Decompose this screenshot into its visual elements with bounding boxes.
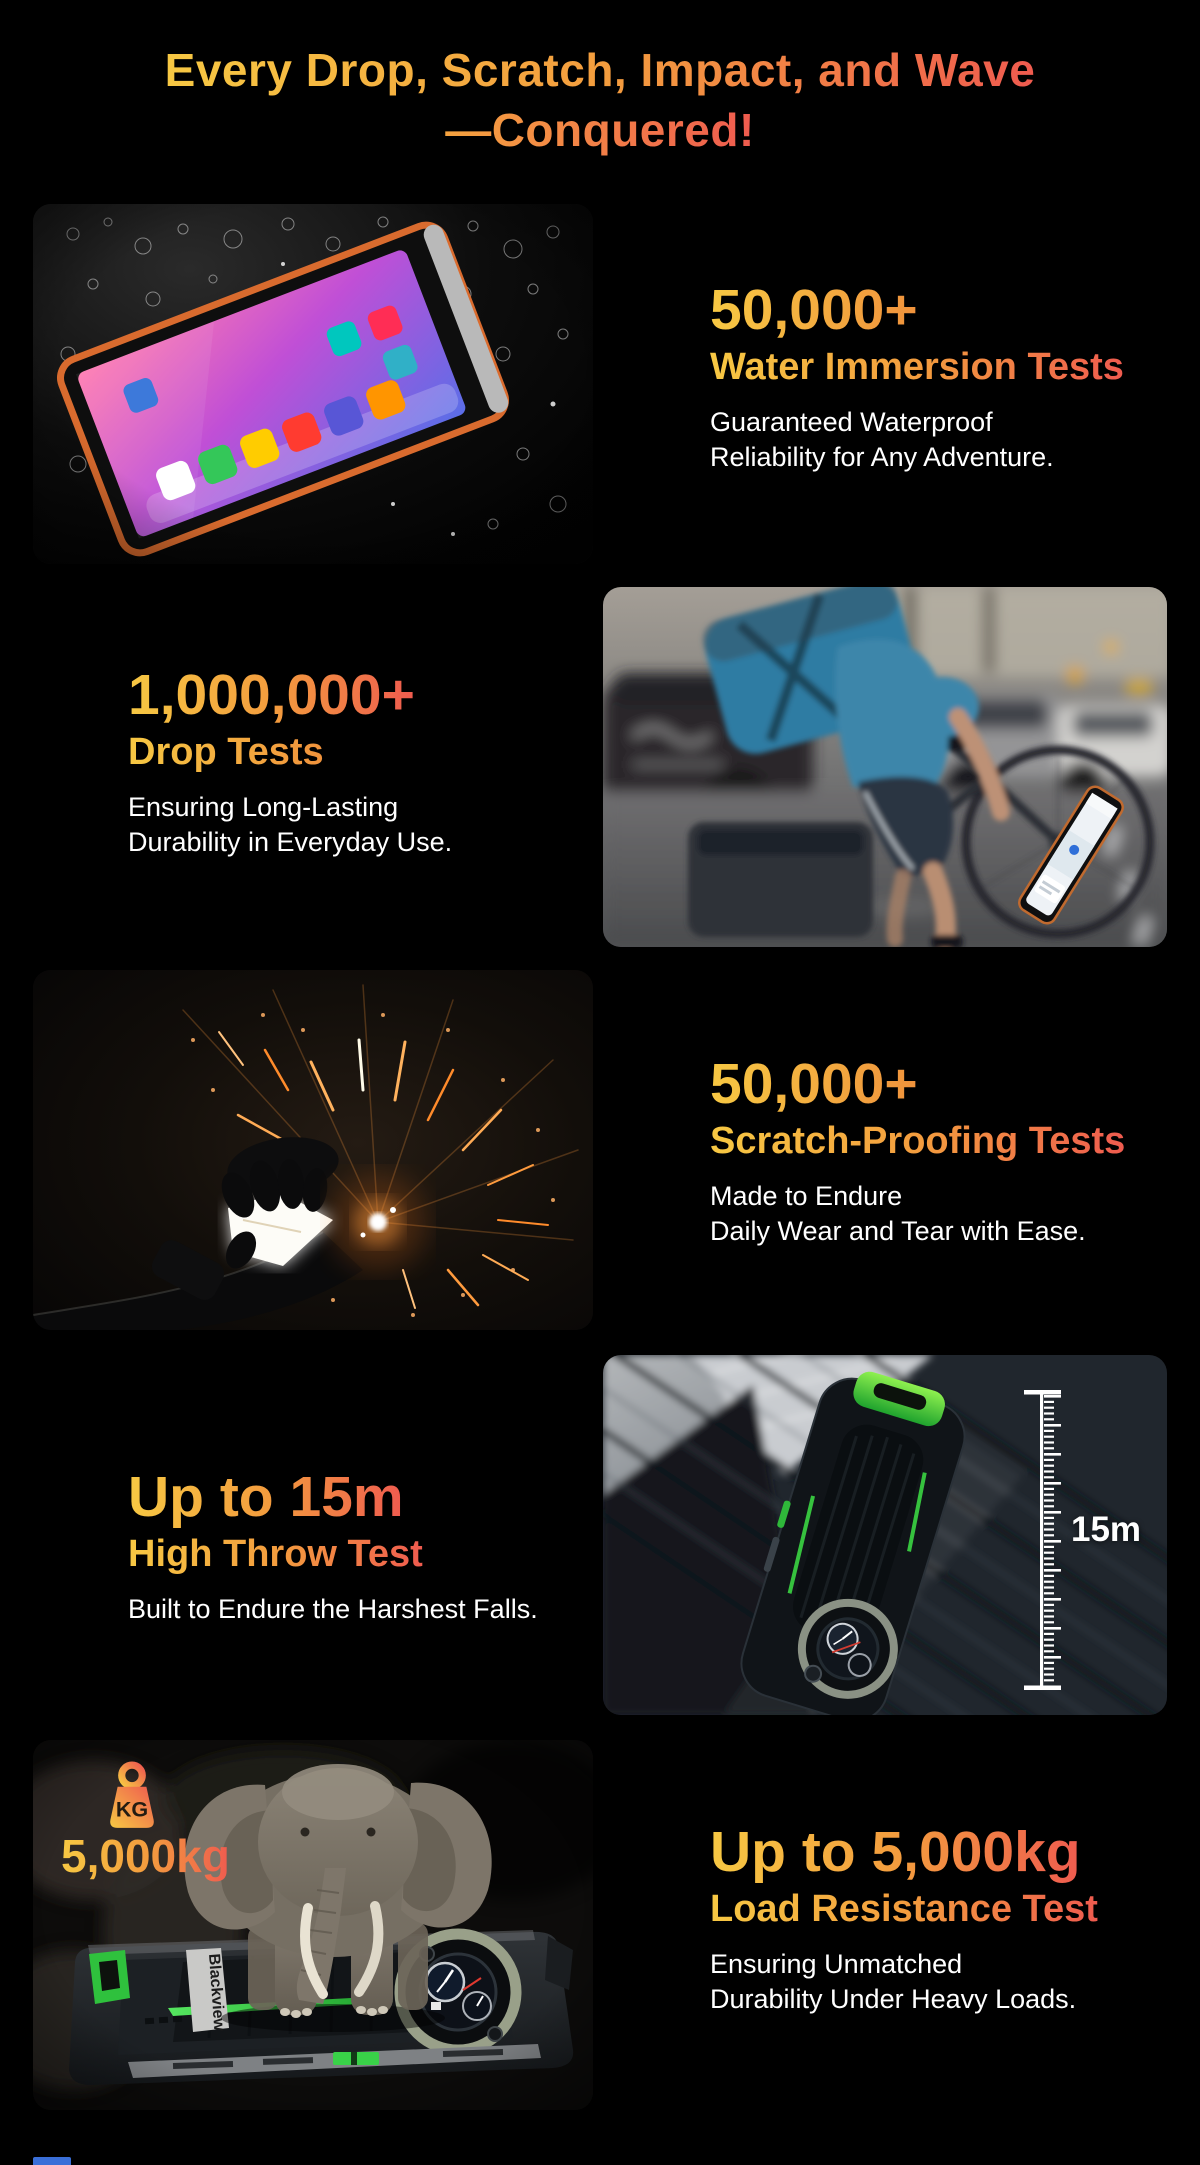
water-immersion-subtitle: Water Immersion Tests [710,344,1124,391]
load-resistance-photo [33,1740,593,2110]
next-section-peek [33,2157,71,2165]
title-line-2: —Conquered! [445,100,755,160]
water-immersion-copy [710,278,1180,475]
drop-test-photo [603,587,1167,947]
load-resistance-description: Ensuring Unmatched Durability Under Heavy Loads. [710,1949,1077,2014]
drop-tests-copy [128,663,608,860]
spark-core-glow [330,1174,426,1270]
scratch-proofing-subtitle: Scratch-Proofing Tests [710,1118,1125,1165]
scratch-proofing-photo [33,970,593,1330]
high-throw-copy [128,1465,608,1627]
section-water-immersion [33,204,1167,564]
kg-weight-icon [95,1760,169,1834]
high-throw-headline: Up to 15m [128,1465,404,1529]
scratch-proofing-copy [710,1052,1180,1249]
page-title [0,40,1200,160]
drop-tests-subtitle: Drop Tests [128,729,324,776]
load-resistance-subtitle: Load Resistance Test [710,1886,1098,1933]
scratch-proofing-description: Made to Endure Daily Wear and Tear with Ease. [710,1181,1086,1246]
load-resistance-headline: Up to 5,000kg [710,1820,1081,1884]
ruler-height-label: 15m [1071,1510,1142,1549]
title-line-1: Every Drop, Scratch, Impact, and Wave [165,40,1036,100]
scratch-proofing-headline: 50,000+ [710,1052,918,1116]
high-throw-subtitle: High Throw Test [128,1531,423,1578]
high-throw-photo [603,1355,1167,1715]
water-immersion-illustration [33,204,593,564]
drop-tests-headline: 1,000,000+ [128,663,415,727]
water-immersion-photo [33,204,593,564]
section-scratch-proofing [33,970,1167,1330]
load-resistance-copy [710,1820,1180,2017]
kg-unit-label: KG [115,1796,149,1822]
drop-tests-description: Ensuring Long-Lasting Durability in Everyday Use. [128,792,453,857]
water-immersion-headline: 50,000+ [710,278,918,342]
cyclist-illustration [603,587,1167,947]
water-immersion-description: Guaranteed Waterproof Reliability for Any Adventure. [710,407,1054,472]
section-load-resistance [33,1740,1167,2110]
scratch-sparks-illustration [33,970,593,1330]
high-throw-description: Built to Endure the Harshest Falls. [128,1594,538,1624]
weight-value-label: 5,000kg [61,1830,230,1882]
section-drop-tests [33,587,1167,947]
section-high-throw [33,1355,1167,1715]
